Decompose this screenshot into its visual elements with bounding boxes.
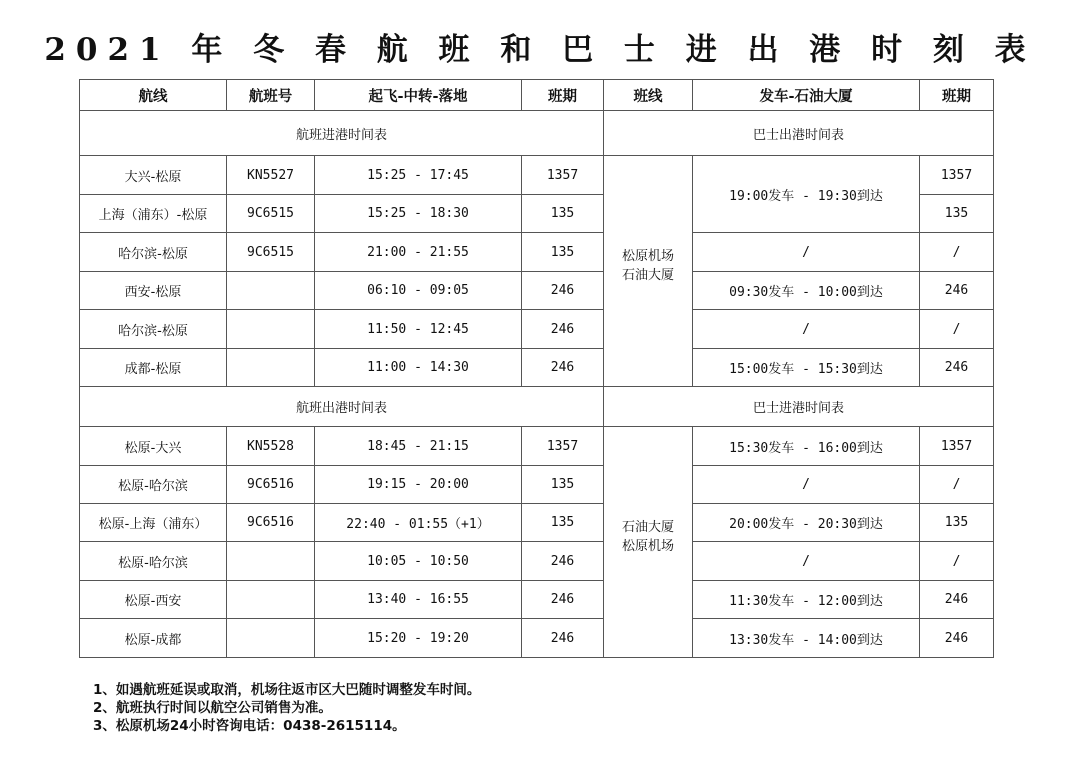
- schedule-cell: 246: [522, 349, 604, 387]
- schedule-cell: 135: [522, 466, 604, 504]
- table-row: [80, 466, 994, 504]
- schedule-cell: 246: [522, 619, 604, 658]
- schedule-cell: 135: [522, 233, 604, 272]
- bus-times-cell: /: [693, 310, 920, 349]
- schedule-cell: 1357: [522, 156, 604, 195]
- times-cell: 06:10 - 09:05: [315, 272, 522, 310]
- section-row-arrivals: [80, 111, 994, 156]
- times-cell: 10:05 - 10:50: [315, 542, 522, 581]
- note-item: 3、松原机场24小时咨询电话：0438-2615114。: [93, 718, 406, 734]
- bus-schedule-cell: 135: [920, 504, 994, 542]
- table-row: [80, 233, 994, 272]
- route-cell: 西安-松原: [80, 272, 227, 310]
- times-cell: 19:15 - 20:00: [315, 466, 522, 504]
- bus-line-cell: [604, 156, 693, 387]
- header-schedule: 班期: [522, 80, 604, 111]
- route-cell: 松原-上海（浦东）: [80, 504, 227, 542]
- bus-times-cell: 15:00发车 - 15:30到达: [693, 349, 920, 387]
- flight-no-cell: KN5527: [227, 156, 315, 195]
- schedule-cell: 246: [522, 272, 604, 310]
- bus-line-cell: [604, 427, 693, 658]
- route-cell: 大兴-松原: [80, 156, 227, 195]
- flight-no-cell: [227, 581, 315, 619]
- times-cell: 15:20 - 19:20: [315, 619, 522, 658]
- header-flight-no: 航班号: [227, 80, 315, 111]
- table-row: [80, 504, 994, 542]
- table-row: [80, 349, 994, 387]
- table-row: [80, 156, 994, 195]
- bus-times-cell: /: [693, 542, 920, 581]
- route-cell: 上海（浦东）-松原: [80, 195, 227, 233]
- bus-times-cell: 19:00发车 - 19:30到达: [693, 156, 920, 233]
- section-row-departures: [80, 387, 994, 427]
- bus-times-cell: 11:30发车 - 12:00到达: [693, 581, 920, 619]
- schedule-cell: 246: [522, 542, 604, 581]
- times-cell: 18:45 - 21:15: [315, 427, 522, 466]
- route-cell: 松原-大兴: [80, 427, 227, 466]
- bus-station-to: 石油大厦: [621, 268, 674, 283]
- route-cell: 松原-成都: [80, 619, 227, 658]
- bus-times-cell: 20:00发车 - 20:30到达: [693, 504, 920, 542]
- bus-schedule-cell: /: [920, 466, 994, 504]
- times-cell: 15:25 - 17:45: [315, 156, 522, 195]
- flight-no-cell: [227, 310, 315, 349]
- table-row: [80, 542, 994, 581]
- route-cell: 哈尔滨-松原: [80, 310, 227, 349]
- times-cell: 15:25 - 18:30: [315, 195, 522, 233]
- bus-times-cell: 13:30发车 - 14:00到达: [693, 619, 920, 658]
- header-bus-schedule: 班期: [920, 80, 994, 111]
- bus-schedule-cell: 246: [920, 272, 994, 310]
- header-row: [80, 80, 994, 111]
- bus-schedule-cell: 1357: [920, 156, 994, 195]
- notes: [93, 681, 480, 735]
- bus-times-cell: /: [693, 233, 920, 272]
- note-item: 1、如遇航班延误或取消，机场往返市区大巴随时调整发车时间。: [93, 682, 481, 698]
- bus-schedule-cell: 246: [920, 581, 994, 619]
- bus-station-from: 石油大厦: [621, 520, 674, 535]
- schedule-cell: 246: [522, 310, 604, 349]
- page-title: 2021 年 冬 春 航 班 和 巴 士 进 出 港 时 刻 表: [44, 32, 1036, 68]
- bus-station-from: 松原机场: [621, 249, 674, 264]
- flight-no-cell: [227, 542, 315, 581]
- bus-schedule-cell: 246: [920, 619, 994, 658]
- times-cell: 13:40 - 16:55: [315, 581, 522, 619]
- table-row: [80, 310, 994, 349]
- times-cell: 11:00 - 14:30: [315, 349, 522, 387]
- header-bus-line: 班线: [604, 80, 693, 111]
- note-item: 2、航班执行时间以航空公司销售为准。: [93, 700, 332, 716]
- bus-times-cell: 09:30发车 - 10:00到达: [693, 272, 920, 310]
- table-row: [80, 427, 994, 466]
- section-title-flight-departures: 航班出港时间表: [80, 387, 604, 427]
- table-row: [80, 619, 994, 658]
- header-route: 航线: [80, 80, 227, 111]
- bus-times-cell: /: [693, 466, 920, 504]
- flight-no-cell: 9C6516: [227, 504, 315, 542]
- header-bus-times: 发车-石油大厦: [693, 80, 920, 111]
- bus-schedule-cell: /: [920, 310, 994, 349]
- flight-no-cell: 9C6515: [227, 233, 315, 272]
- schedule-cell: 135: [522, 504, 604, 542]
- flight-no-cell: [227, 619, 315, 658]
- times-cell: 11:50 - 12:45: [315, 310, 522, 349]
- schedule-cell: 246: [522, 581, 604, 619]
- header-times: 起飞-中转-落地: [315, 80, 522, 111]
- bus-schedule-cell: 246: [920, 349, 994, 387]
- bus-station-to: 松原机场: [621, 539, 674, 554]
- flight-no-cell: [227, 349, 315, 387]
- timetable: [79, 79, 994, 658]
- flight-no-cell: 9C6516: [227, 466, 315, 504]
- bus-schedule-cell: /: [920, 233, 994, 272]
- bus-times-cell: 15:30发车 - 16:00到达: [693, 427, 920, 466]
- schedule-cell: 1357: [522, 427, 604, 466]
- flight-no-cell: [227, 272, 315, 310]
- bus-schedule-cell: 1357: [920, 427, 994, 466]
- flight-no-cell: 9C6515: [227, 195, 315, 233]
- route-cell: 松原-哈尔滨: [80, 542, 227, 581]
- bus-schedule-cell: /: [920, 542, 994, 581]
- route-cell: 哈尔滨-松原: [80, 233, 227, 272]
- times-cell: 22:40 - 01:55（+1）: [315, 504, 522, 542]
- route-cell: 成都-松原: [80, 349, 227, 387]
- section-title-flight-arrivals: 航班进港时间表: [80, 111, 604, 156]
- times-cell: 21:00 - 21:55: [315, 233, 522, 272]
- flight-no-cell: KN5528: [227, 427, 315, 466]
- schedule-cell: 135: [522, 195, 604, 233]
- section-title-bus-departures: 巴士出港时间表: [604, 111, 994, 156]
- route-cell: 松原-哈尔滨: [80, 466, 227, 504]
- table-row: [80, 272, 994, 310]
- section-title-bus-arrivals: 巴士进港时间表: [604, 387, 994, 427]
- bus-schedule-cell: 135: [920, 195, 994, 233]
- table-row: [80, 581, 994, 619]
- route-cell: 松原-西安: [80, 581, 227, 619]
